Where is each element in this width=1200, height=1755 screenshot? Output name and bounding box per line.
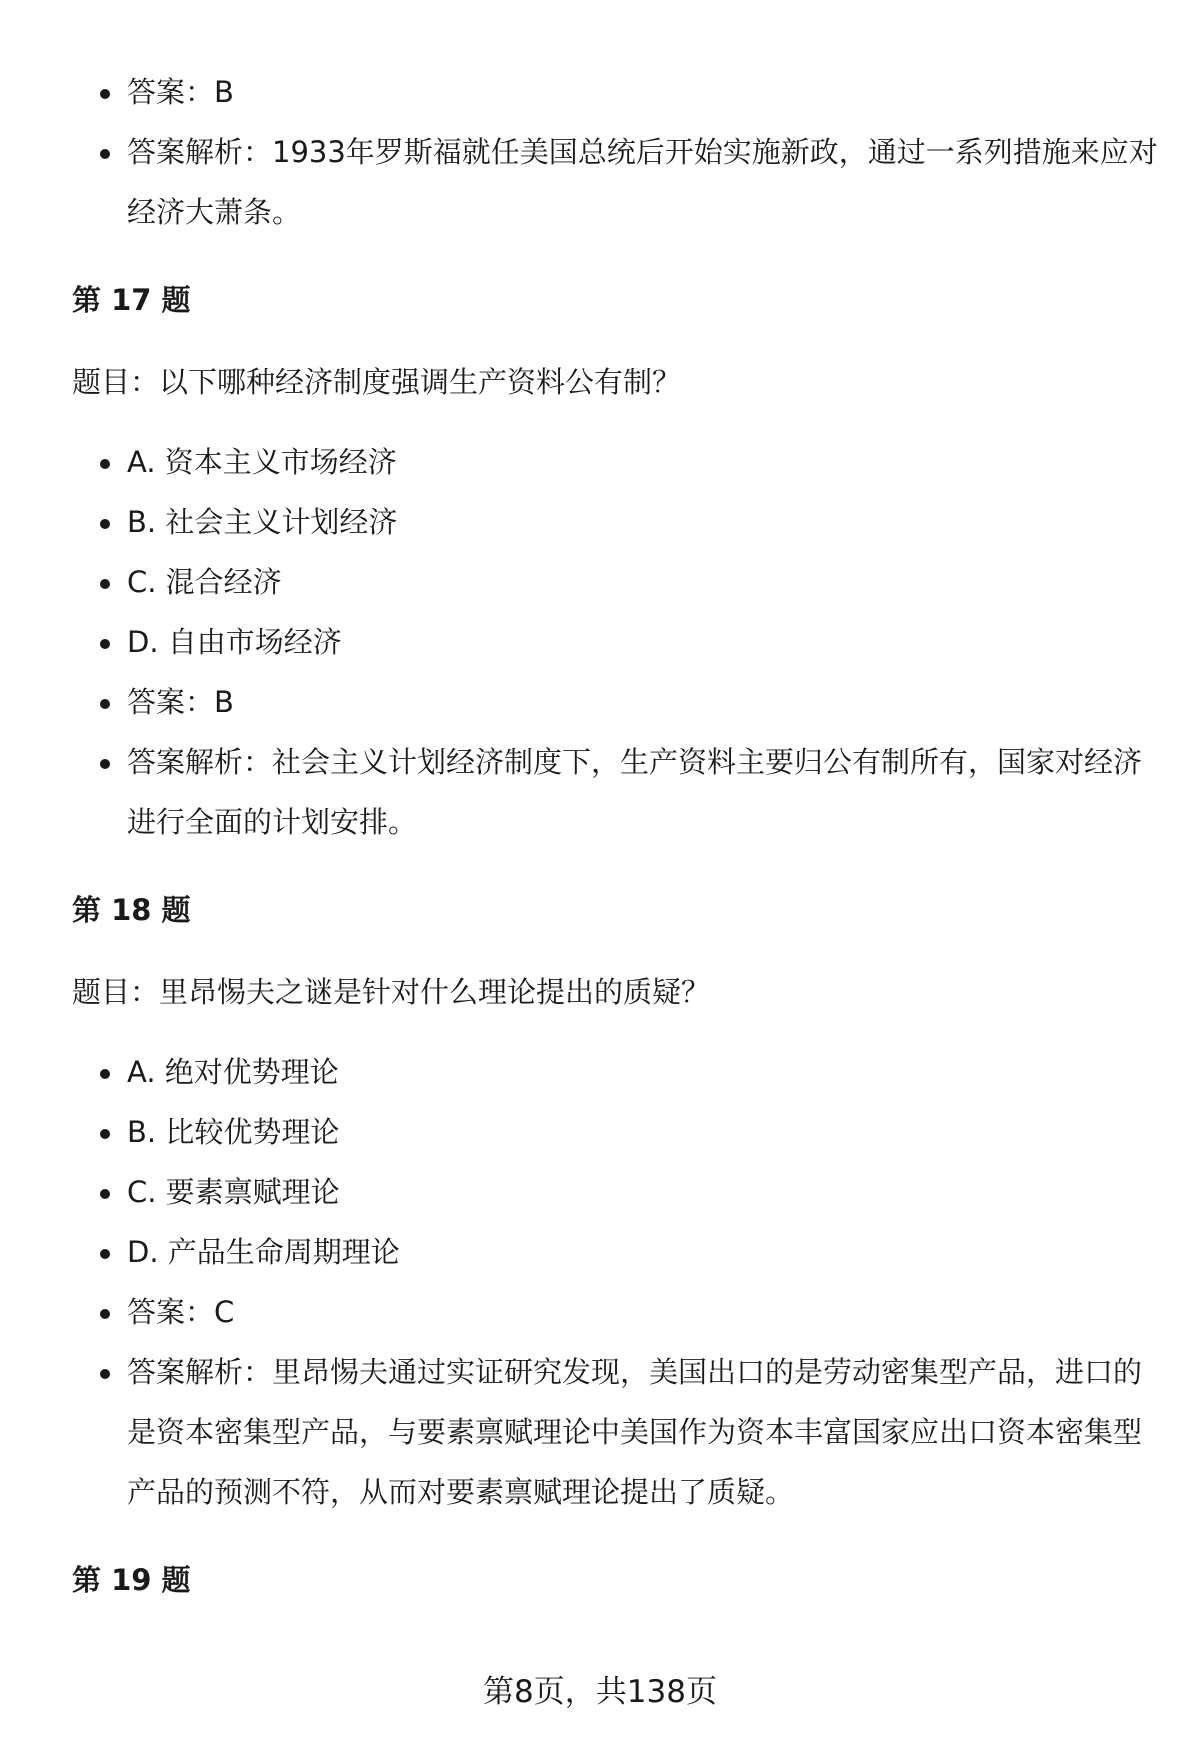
- q18-prompt: 题目：里昂惕夫之谜是针对什么理论提出的质疑？: [72, 975, 711, 1009]
- q17-option-d: D. 自由市场经济: [72, 612, 1162, 672]
- q16-answer: 答案：B: [72, 62, 1162, 122]
- page-footer: 第8页，共138页: [483, 1674, 717, 1710]
- q19-heading: 第 19 题: [72, 1563, 191, 1597]
- q18-option-c: C. 要素禀赋理论: [72, 1162, 1162, 1222]
- q17-option-b: B. 社会主义计划经济: [72, 492, 1162, 552]
- q18-answer: 答案：C: [72, 1282, 1162, 1342]
- q18-option-a: A. 绝对优势理论: [72, 1042, 1162, 1102]
- q17-option-a: A. 资本主义市场经济: [72, 432, 1162, 492]
- q18-heading: 第 18 题: [72, 893, 191, 927]
- page-content: [72, 62, 1162, 1600]
- q18-option-d: D. 产品生命周期理论: [72, 1222, 1162, 1282]
- q18-explanation: 答案解析：里昂惕夫通过实证研究发现，美国出口的是劳动密集型产品，进口的是资本密集型产品，与要素禀赋理论中美国作为资本丰富国家应出口资本密集型产品的预测不符，从而对要素禀赋理论提出了质疑。: [72, 1342, 1162, 1522]
- q17-heading: 第 17 题: [72, 283, 191, 317]
- q17-list: [72, 432, 1162, 852]
- q17-prompt: 题目：以下哪种经济制度强调生产资料公有制？: [72, 365, 682, 399]
- q17-option-c: C. 混合经济: [72, 552, 1162, 612]
- q18-option-b: B. 比较优势理论: [72, 1102, 1162, 1162]
- q18-list: [72, 1042, 1162, 1522]
- q17-explanation: 答案解析：社会主义计划经济制度下，生产资料主要归公有制所有，国家对经济进行全面的计划安排。: [72, 732, 1162, 852]
- q17-answer: 答案：B: [72, 672, 1162, 732]
- q16-tail-list: [72, 62, 1162, 242]
- q16-explanation: 答案解析：1933年罗斯福就任美国总统后开始实施新政，通过一系列措施来应对经济大萧条。: [72, 122, 1162, 242]
